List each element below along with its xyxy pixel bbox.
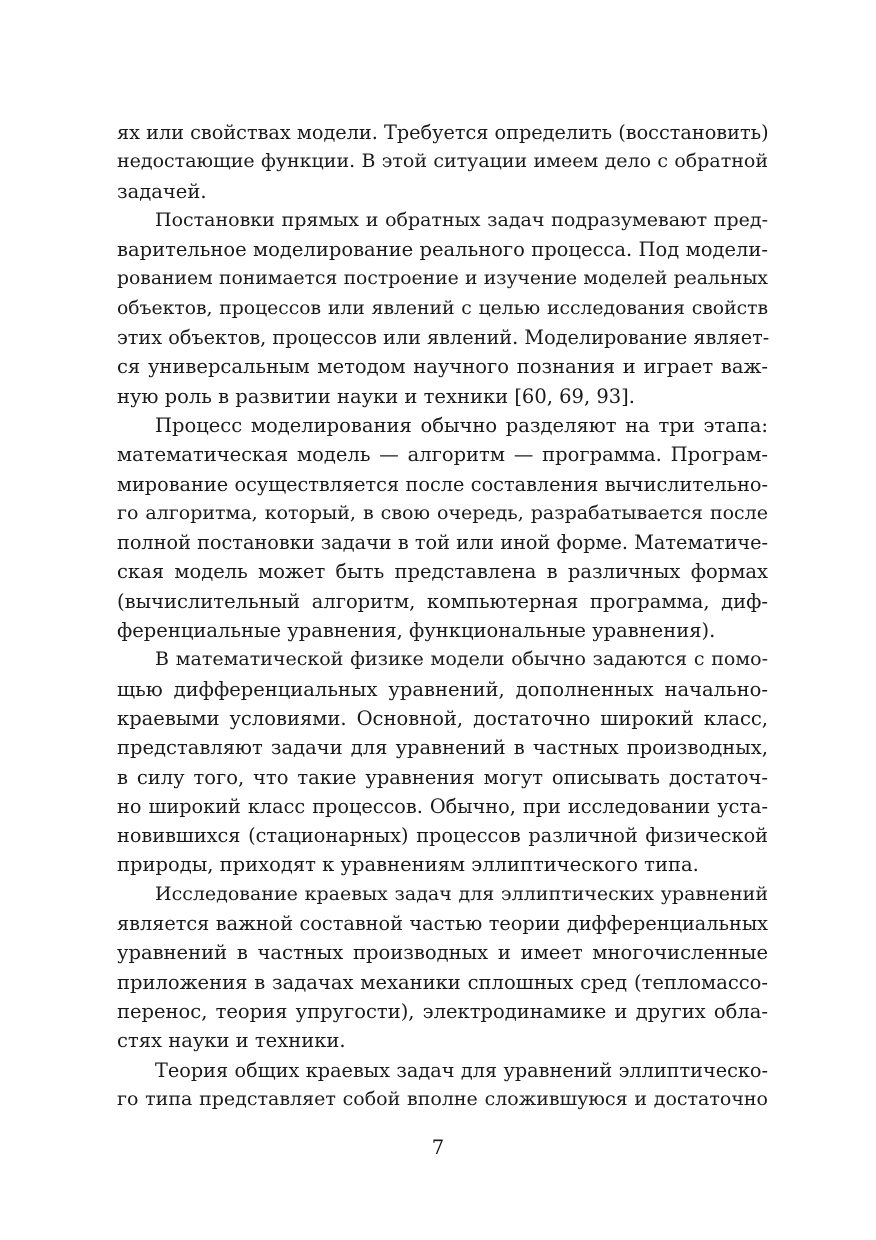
body-text <box>117 118 768 1114</box>
text-line: го алгоритма, который, в свою очередь, разрабатывается после <box>117 501 768 524</box>
text-line: щью дифференциальных уравнений, дополненных начально- <box>117 677 768 701</box>
text-line: ях или свойствах модели. Требуется определить (восстановить) <box>117 121 769 144</box>
text-line: недостающие функции. В этой ситуации имеем дело с обратной <box>117 150 768 173</box>
text-line: приложения в задачах механики сплошных сред (тепломассо- <box>117 970 768 994</box>
text-line: является важной составной частью теории дифференциальных <box>117 912 768 936</box>
text-line: уравнений в частных производных и имеет многочисленные <box>117 941 768 965</box>
text-line: представляют задачи для уравнений в частных производных, <box>117 736 768 760</box>
text-line: математическая модель — алгоритм — программа. Програм- <box>117 443 768 467</box>
text-line: объектов, процессов или явлений с целью исследования свойств <box>117 297 768 319</box>
text-line: рованием понимается построение и изучение моделей реальных <box>117 268 768 290</box>
text-line: го типа представляет собой вполне сложившуюся и достаточно <box>117 1087 768 1110</box>
text-line: полной постановки задачи в той или иной форме. Математиче- <box>117 531 768 555</box>
text-line: задачей. <box>117 179 207 203</box>
text-line: ся универсальным методом научного познания и играет важ- <box>117 355 768 379</box>
text-line: но широкий класс процессов. Обычно, при исследовании уста- <box>117 794 768 818</box>
text-line: ская модель может быть представлена в различных формах <box>117 560 768 584</box>
page-number: 7 <box>431 1136 445 1159</box>
text-line: В математической физике модели обычно задаются с помо- <box>155 648 768 671</box>
text-line: в силу того, что такие уравнения могут описывать достаточ- <box>117 765 768 789</box>
text-line: Постановки прямых и обратных задач подразумевают пред- <box>155 208 768 231</box>
text-line: природы, приходят к уравнениям эллиптического типа. <box>117 853 699 877</box>
text-line: мирование осуществляется после составления вычислительно- <box>117 472 768 496</box>
text-line: перенос, теория упругости), электродинамике и других обла- <box>117 999 768 1023</box>
text-line: ную роль в развитии науки и техники [60, 69, 93]. <box>117 384 635 408</box>
text-line: (вычислительный алгоритм, компьютерная программа, диф- <box>117 589 768 613</box>
text-line: Теория общих краевых задач для уравнений эллиптическо- <box>155 1058 768 1082</box>
text-line: Исследование краевых задач для эллиптических уравнений <box>155 882 768 905</box>
text-line: новившихся (стационарных) процессов различной физической <box>117 824 768 848</box>
text-line: Процесс моделирования обычно разделяют на три этапа: <box>155 413 768 437</box>
text-line: стях науки и техники. <box>117 1029 346 1053</box>
text-line: краевыми условиями. Основной, достаточно широкий класс, <box>117 706 768 730</box>
text-line: ференциальные уравнения, функциональные уравнения). <box>117 619 716 643</box>
text-line: этих объектов, процессов или явлений. Моделирование являет- <box>117 326 770 350</box>
text-line: варительное моделирование реального процесса. Под модели- <box>117 238 768 262</box>
